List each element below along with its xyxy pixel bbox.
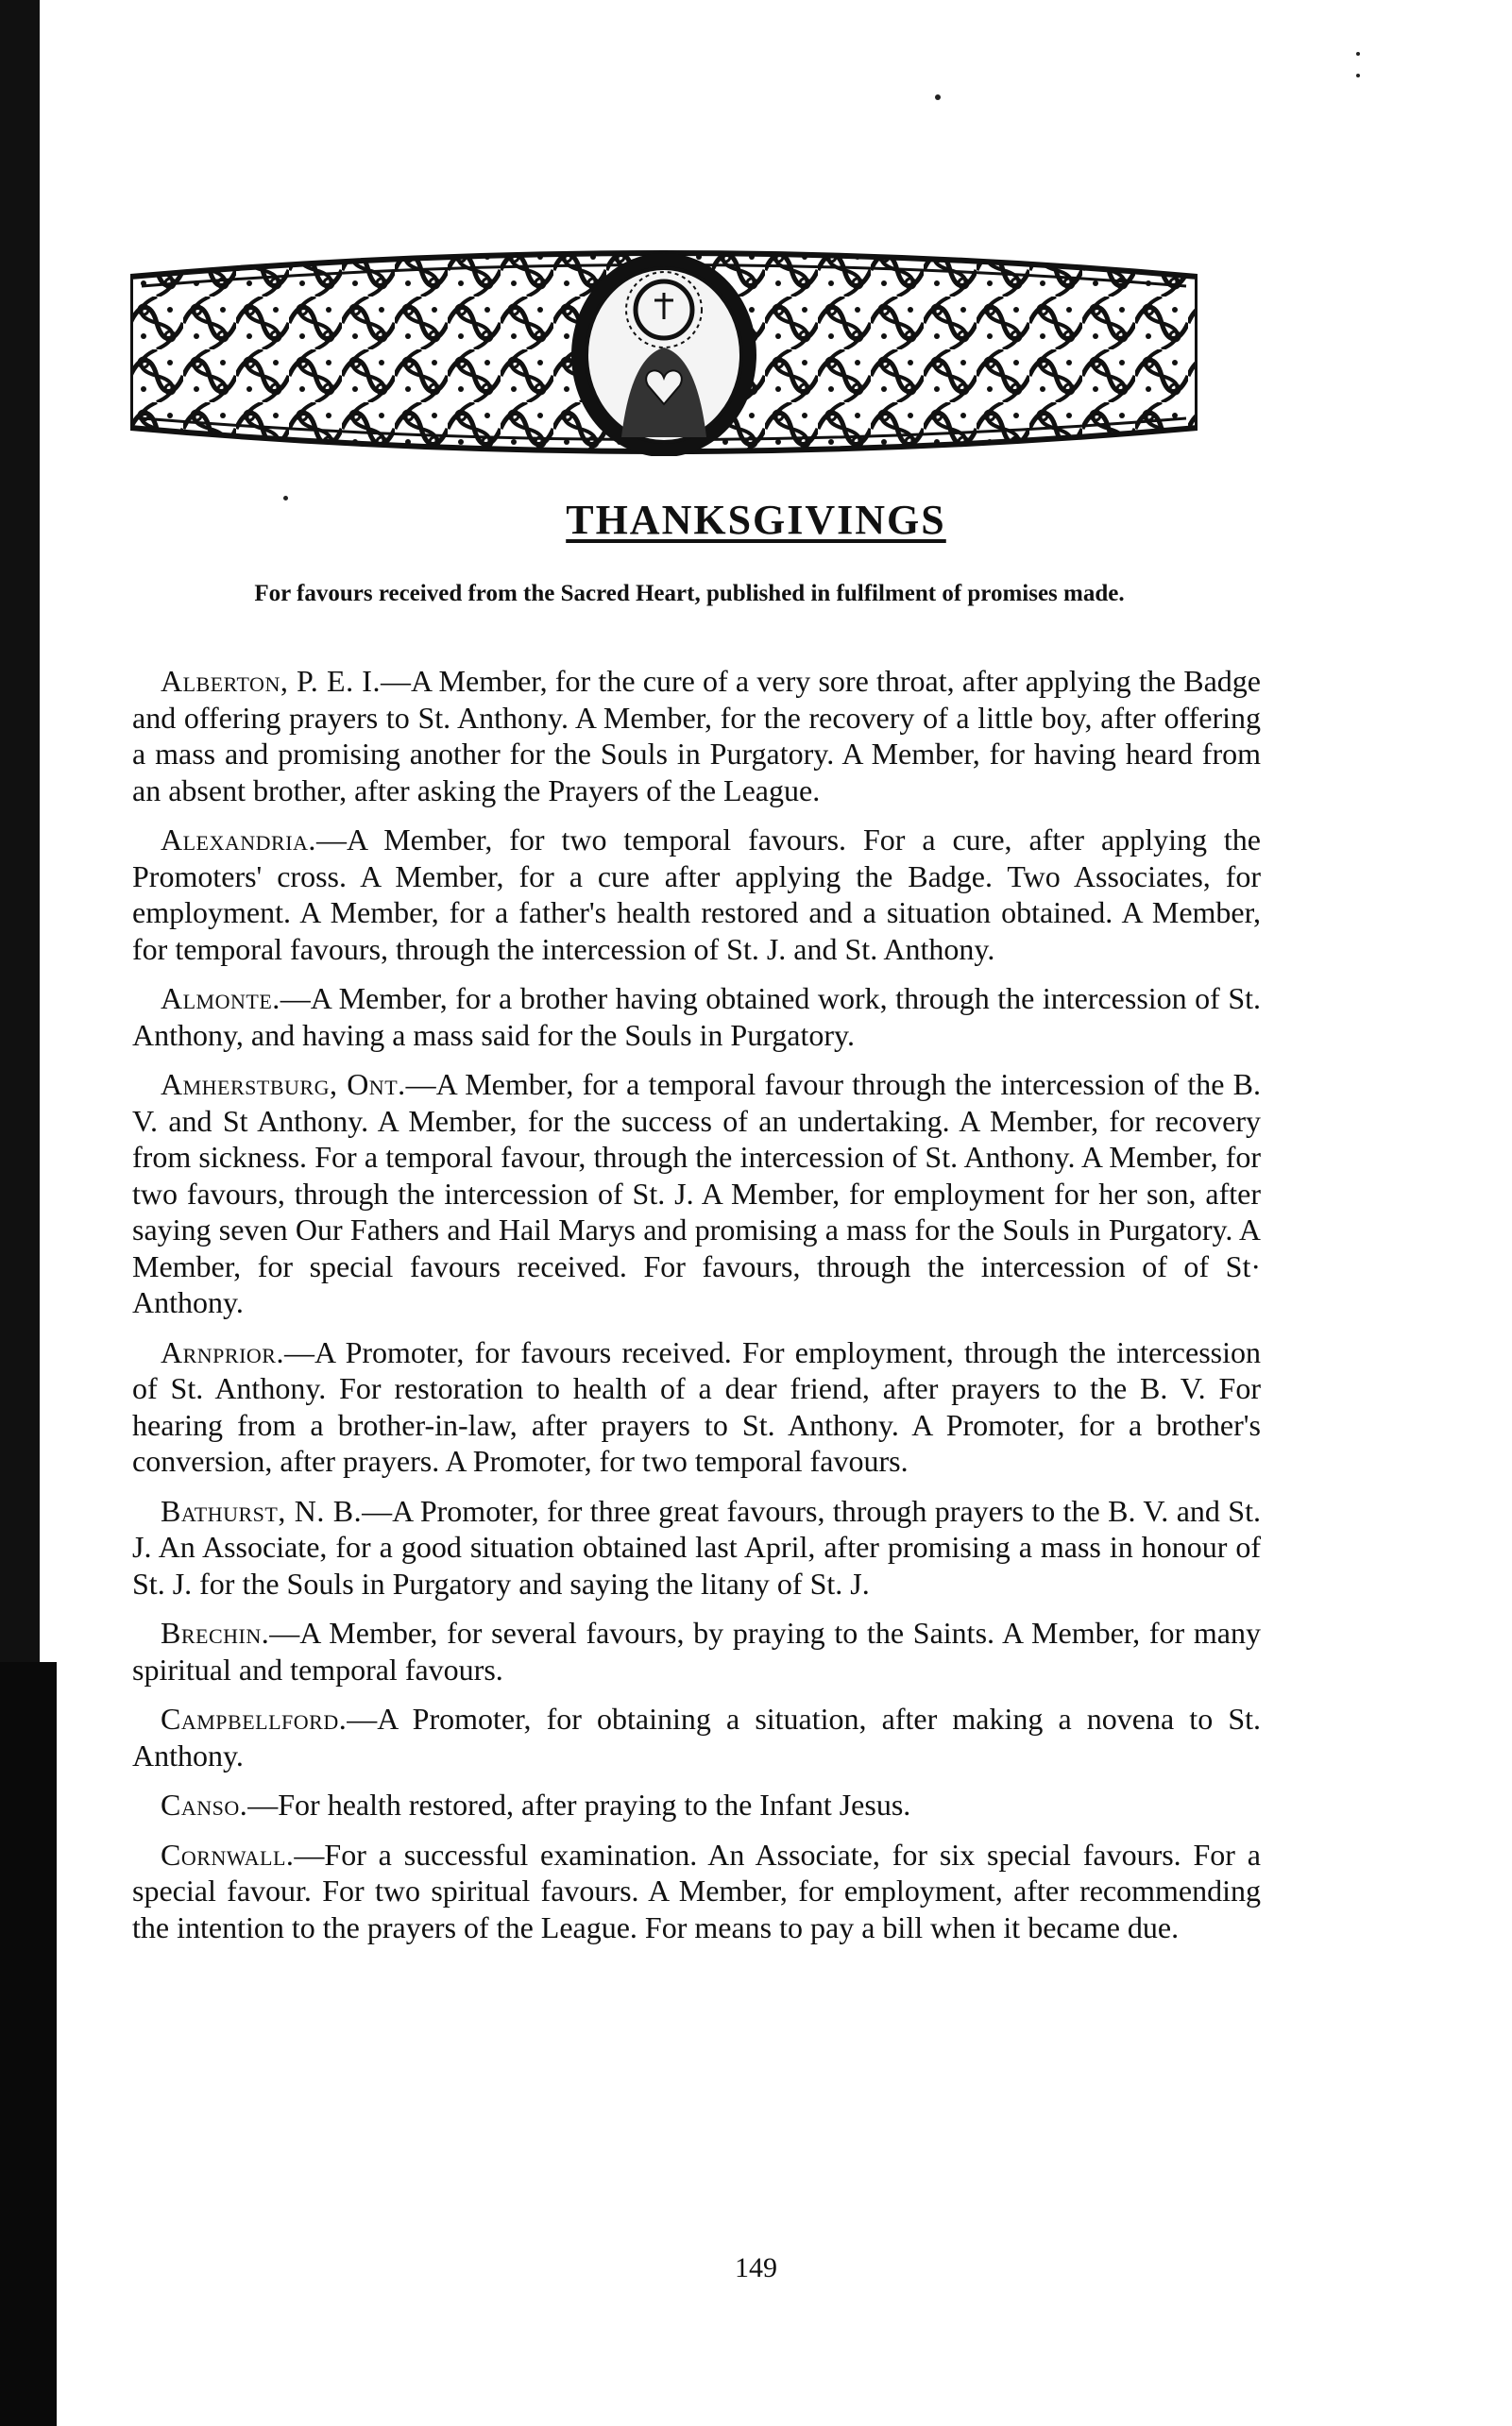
entry-text: —For a successful examination. An Associate, for six special favours. For a special favour. For two spiritual favours. A Member, for employment, after recommending the intention to the prayers of the League. For means to pay a bill when it became due. [132,1837,1261,1944]
scan-speck [1356,52,1360,56]
entry-brechin [132,1615,1261,1688]
entry-place: Canso. [161,1788,248,1822]
header-ornament [130,244,1198,456]
entry-place: Amherstburg, Ont. [161,1067,406,1101]
entry-almonte [132,980,1261,1053]
entry-text: —A Promoter, for obtaining a situation, after making a novena to St. Anthony. [132,1702,1261,1773]
entry-text: —A Member, for several favours, by praying to the Saints. A Member, for many spiritual and temporal favours. [132,1616,1261,1687]
entry-place: Campbellford. [161,1702,348,1736]
entry-text: —A Promoter, for three great favours, through prayers to the B. V. and St. J. An Associate, for a good situation obtained last April, after promising a mass in honour of St. J. for the Souls in Purgatory and saying the litany of St. J. [132,1493,1261,1601]
entry-place: Cornwall. [161,1837,295,1872]
entry-arnprior [132,1334,1261,1480]
entry-place: Bathurst, N. B. [161,1493,363,1528]
scan-speck [1356,74,1360,77]
entry-text: —For health restored, after praying to the Infant Jesus. [247,1788,911,1822]
entry-place: Arnprior. [161,1334,284,1369]
entry-place: Almonte. [161,981,280,1015]
page-number: 149 [735,2252,777,2283]
entry-text: —A Member, for a brother having obtained work, through the intercession of St. Anthony, and having a mass said for the Souls in Purgatory. [132,981,1261,1052]
scan-binding-shadow-lower [0,1662,57,2426]
entry-text: —A Member, for two temporal favours. For a cure, after applying the Promoters' cross. A Member, for a cure after applying the Badge. Two Associates, for employment. A Member, for a father's health restored and a situation obtained. A Member, for temporal favours, through the intercession of St. J. and St. Anthony. [132,823,1261,966]
sacred-heart-medallion-icon [571,253,756,456]
entry-alberton [132,663,1261,808]
entry-text: —A Member, for a temporal favour through the intercession of the B. V. and St Anthony. A Member, for the success of an undertaking. A Member, for recovery from sickness. For a temporal favour, through the intercession of St. Anthony. A Member, for two favours, through the intercession of St. J. A Member, for employment for her son, after saying seven Our Fathers and Hail Marys and promising a mass for the Souls in Purgatory. A Member, for special favours received. For favours, through the intercession of of St· Anthony. [132,1067,1262,1319]
page-title: THANKSGIVINGS [566,497,946,543]
scan-speck [935,94,941,100]
entry-campbellford [132,1701,1261,1773]
page-subtitle: For favours received from the Sacred Heart, published in fulfilment of promises made. [254,581,1125,606]
entry-text: —A Promoter, for favours received. For employment, through the intercession of St. Anthony. For restoration to health of a dear friend, after prayers to the B. V. For hearing from a brother-in-law, after prayers to St. Anthony. A Promoter, for a brother's conversion, after prayers. A Promoter, for two temporal favours. [132,1334,1261,1478]
entry-canso [132,1787,1261,1824]
entry-text: —A Member, for the cure of a very sore throat, after applying the Badge and offering prayers to St. Anthony. A Member, for the recovery of a little boy, after offering a mass and promising another for the Souls in Purgatory. A Member, for having heard from an absent brother, after asking the Prayers of the League. [132,664,1261,807]
entry-amherstburg [132,1066,1261,1321]
thanksgivings-list [132,663,1261,1959]
entry-place: Alberton, P. E. I. [161,664,381,698]
entry-bathurst [132,1493,1261,1603]
entry-place: Brechin. [161,1616,270,1650]
entry-cornwall [132,1837,1261,1946]
entry-alexandria [132,822,1261,967]
entry-place: Alexandria. [161,823,316,857]
